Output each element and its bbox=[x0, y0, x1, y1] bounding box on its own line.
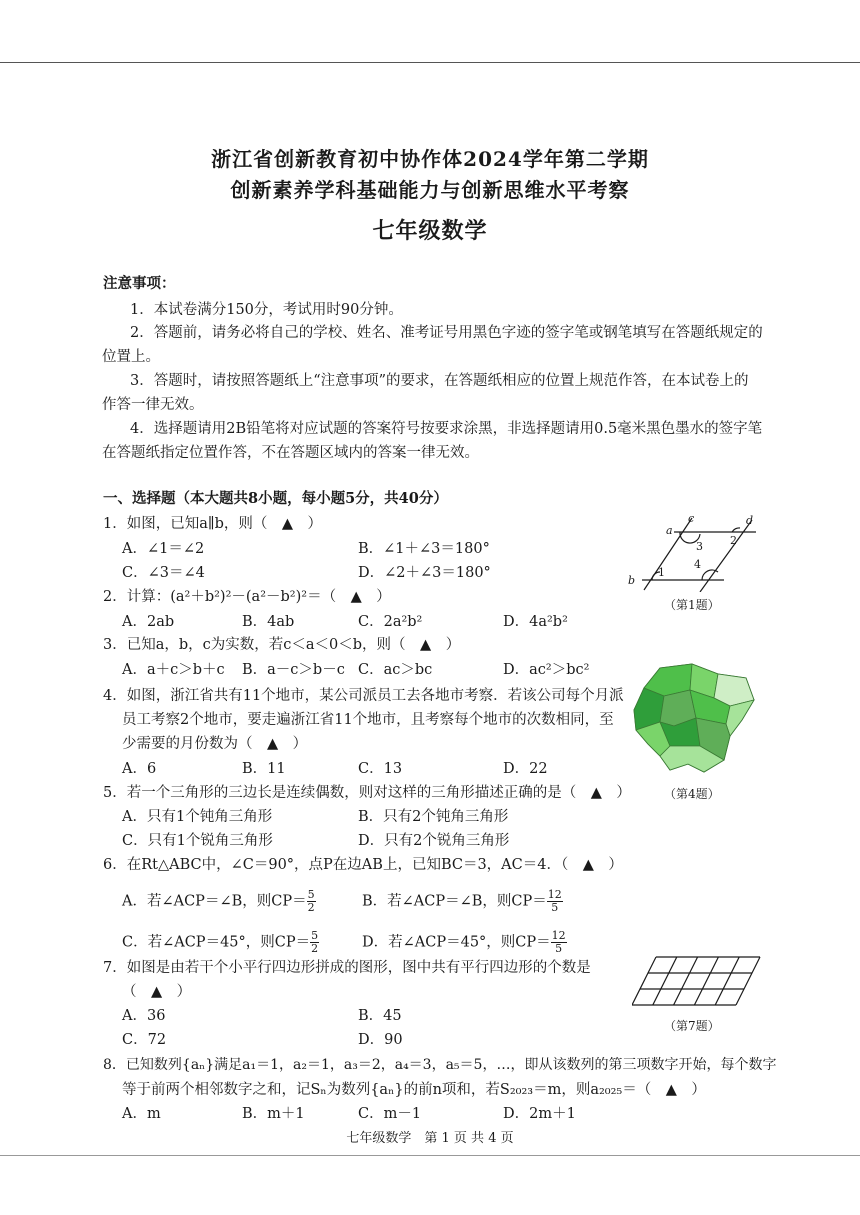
q4-option-a: A．6 bbox=[122, 761, 157, 777]
subject-title: 七年级数学 bbox=[372, 218, 488, 244]
q7-option-b: B．45 bbox=[358, 1008, 402, 1024]
section-heading: 一、选择题（本大题共8小题，每小题5分，共40分） bbox=[103, 490, 448, 507]
q7-option-d: D．90 bbox=[358, 1032, 403, 1048]
line-d bbox=[700, 520, 752, 592]
notes-line: 4．选择题请用2B铅笔将对应试题的答案符号按要求涂黑，非选择题请用0.5毫米黑色墨水的签字笔 bbox=[130, 421, 763, 437]
q6-option-a: A．若∠ACP＝∠B，则CP＝ $\frac{5}{2}$ bbox=[122, 888, 315, 914]
q6-option-b: B．若∠ACP＝∠B，则CP＝ $\frac{12}{5}$ bbox=[362, 888, 562, 914]
fig1-label-2: 2 bbox=[730, 534, 737, 547]
fig1-label-a: a bbox=[666, 524, 673, 537]
q5-option-c: C．只有1个锐角三角形 bbox=[122, 833, 273, 849]
page-footer: 七年级数学 第 1 页 共 4 页 bbox=[346, 1131, 514, 1146]
fraction: $\frac{12}{5}$ bbox=[547, 888, 562, 914]
q1-figure-caption: （第1题） bbox=[664, 598, 720, 612]
q8-option-d: D．2m＋1 bbox=[503, 1106, 576, 1122]
page-frame-bottom bbox=[0, 1155, 860, 1156]
q1-option-c: C．∠3＝∠4 bbox=[122, 565, 205, 581]
q7-figure-caption: （第7题） bbox=[664, 1019, 720, 1033]
q3-option-c: C．ac＞bc bbox=[358, 662, 433, 678]
q4-option-c: C．13 bbox=[358, 761, 403, 777]
q4-option-b: B．11 bbox=[242, 761, 286, 777]
notes-line: 位置上。 bbox=[102, 349, 160, 365]
fraction: $\frac{5}{2}$ bbox=[307, 888, 315, 914]
q1-option-a: A．∠1＝∠2 bbox=[122, 541, 205, 557]
q5-option-d: D．只有2个锐角三角形 bbox=[358, 833, 510, 849]
fig1-label-1: 1 bbox=[658, 566, 665, 579]
notes-heading: 注意事项： bbox=[103, 275, 176, 292]
q7-parallelogram-grid bbox=[632, 955, 764, 1009]
notes-line: 3．答题时，请按照答题纸上“注意事项”的要求，在答题纸相应的位置上规范作答，在本试卷上的 bbox=[130, 373, 749, 389]
q8-option-c: C．m－1 bbox=[358, 1106, 422, 1122]
q5-option-a: A．只有1个钝角三角形 bbox=[122, 809, 273, 825]
question-8-line-2: 等于前两个相邻数字之和，记Sₙ为数列{aₙ}的前n项和，若S₂₀₂₃＝m，则a₂₀₂₅＝（ ▲ ） bbox=[122, 1082, 706, 1098]
question-5-stem: 5．若一个三角形的三边长是连续偶数，则对这样的三角形描述正确的是（ ▲ ） bbox=[103, 785, 631, 801]
notes-line: 作答一律无效。 bbox=[102, 397, 204, 413]
page-frame-top bbox=[0, 62, 860, 63]
question-4-line-1: 4．如图，浙江省共有11个地市，某公司派员工去各地市考察．若该公司每个月派 bbox=[103, 688, 624, 704]
q3-option-b: B．a－c＞b－c bbox=[242, 662, 345, 678]
fraction: $\frac{5}{2}$ bbox=[311, 929, 319, 955]
q4-zhejiang-map bbox=[630, 660, 758, 778]
fig1-label-b: b bbox=[628, 574, 636, 587]
question-2-stem: 2．计算：(a²＋b²)²－(a²－b²)²＝（ ▲ ） bbox=[103, 589, 391, 605]
notes-line: 1．本试卷满分150分，考试用时90分钟。 bbox=[130, 302, 403, 318]
q6-option-c: C．若∠ACP＝45°，则CP＝ $\frac{5}{2}$ bbox=[122, 929, 319, 955]
q7-option-c: C．72 bbox=[122, 1032, 167, 1048]
q2-option-d: D．4a²b² bbox=[503, 614, 568, 630]
question-7-stem: 7．如图是由若干个小平行四边形拼成的图形，图中共有平行四边形的个数是 bbox=[103, 960, 591, 976]
q1-option-b: B．∠1＋∠3＝180° bbox=[358, 541, 490, 557]
q3-option-a: A．a＋c＞b＋c bbox=[122, 662, 225, 678]
notes-line: 2．答题前，请务必将自己的学校、姓名、准考证号用黑色字迹的签字笔或钢笔填写在答题纸规定的 bbox=[130, 325, 763, 341]
question-8-line-1: 8．已知数列{aₙ}满足a₁＝1，a₂＝1，a₃＝2，a₄＝3，a₅＝5，…，即从该数列的第三项数字开始，每个数字 bbox=[103, 1057, 777, 1073]
q3-option-d: D．ac²＞bc² bbox=[503, 662, 590, 678]
fig1-label-3: 3 bbox=[696, 540, 703, 553]
q2-option-a: A．2ab bbox=[122, 614, 175, 630]
q2-option-b: B．4ab bbox=[242, 614, 295, 630]
q6-option-d: D．若∠ACP＝45°，则CP＝ $\frac{12}{5}$ bbox=[362, 929, 566, 955]
q2-option-c: C．2a²b² bbox=[358, 614, 423, 630]
q8-option-b: B．m＋1 bbox=[242, 1106, 305, 1122]
q1-option-d: D．∠2＋∠3＝180° bbox=[358, 565, 491, 581]
fig1-label-c: c bbox=[688, 512, 695, 525]
fraction: $\frac{12}{5}$ bbox=[551, 929, 566, 955]
question-6-stem: 6．在Rt△ABC中，∠C＝90°，点P在边AB上，已知BC＝3，AC＝4．（ ▲ ） bbox=[103, 857, 623, 873]
question-4-line-2: 员工考察2个地市，要走遍浙江省11个地市，且考察每个地市的次数相同，至 bbox=[122, 712, 614, 728]
q5-option-b: B．只有2个钝角三角形 bbox=[358, 809, 509, 825]
title-line-2: 创新素养学科基础能力与创新思维水平考察 bbox=[230, 178, 630, 202]
q4-figure-caption: （第4题） bbox=[664, 787, 720, 801]
question-3-stem: 3．已知a，b，c为实数，若c＜a＜0＜b，则（ ▲ ） bbox=[103, 637, 461, 653]
fig1-label-d: d bbox=[746, 514, 754, 527]
q7-option-a: A．36 bbox=[122, 1008, 166, 1024]
fig1-label-4: 4 bbox=[694, 558, 701, 571]
title-line-1: 浙江省创新教育初中协作体2024学年第二学期 bbox=[211, 147, 649, 171]
question-4-line-3: 少需要的月份数为（ ▲ ） bbox=[122, 736, 308, 752]
q1-parallel-lines-figure bbox=[624, 510, 760, 592]
question-7-blank: （ ▲ ） bbox=[122, 984, 192, 1000]
q8-option-a: A．m bbox=[122, 1106, 161, 1122]
notes-line: 在答题纸指定位置作答，不在答题区域内的答案一律无效。 bbox=[102, 445, 479, 461]
q4-option-d: D．22 bbox=[503, 761, 548, 777]
question-1-stem: 1．如图，已知a∥b，则（ ▲ ） bbox=[103, 516, 322, 532]
